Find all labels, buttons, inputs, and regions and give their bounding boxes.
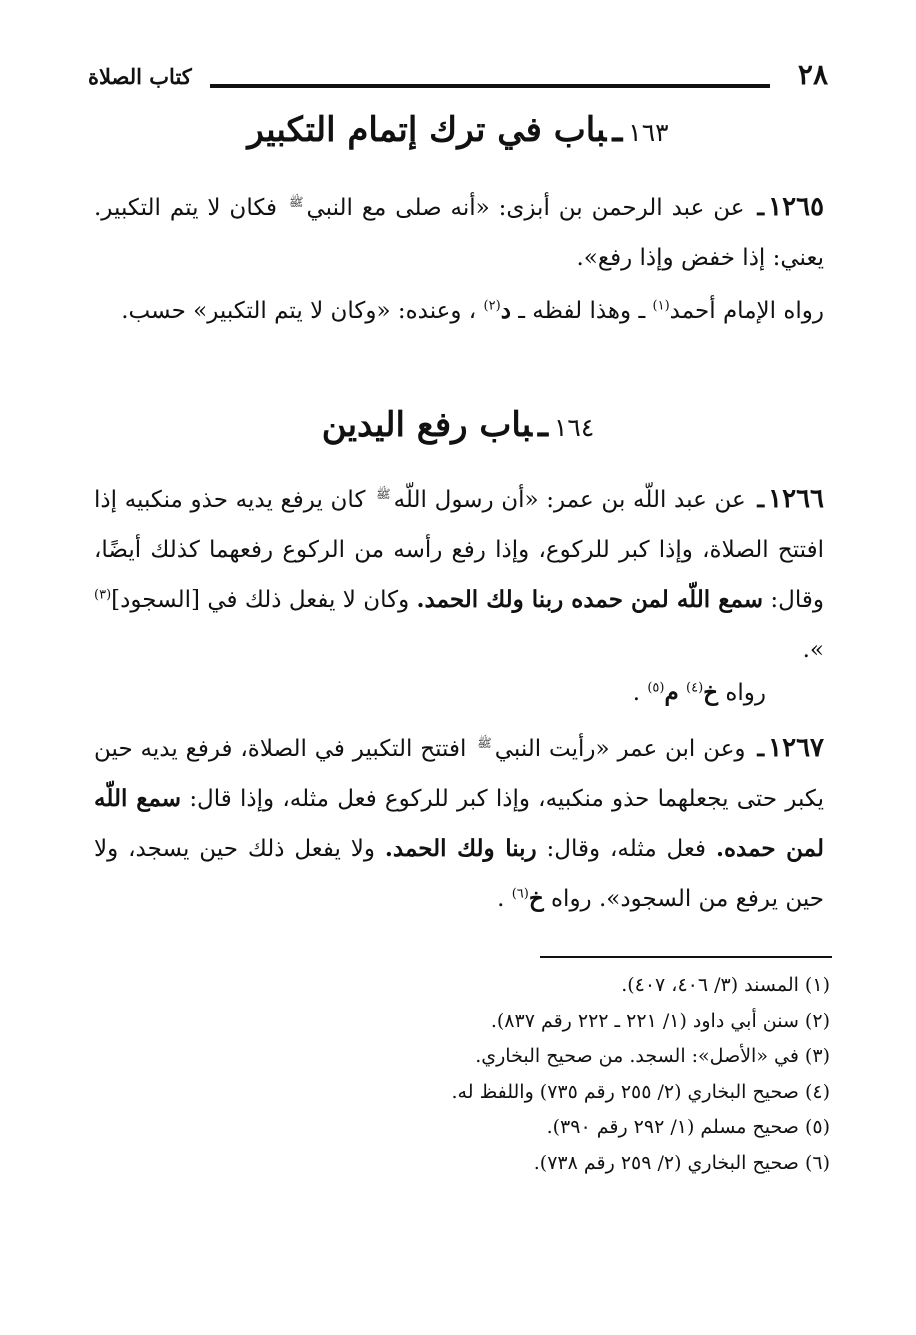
hadith-number: ١٢٦٦	[768, 484, 825, 514]
hadith-1267	[94, 723, 824, 924]
narration-1266	[94, 668, 766, 718]
footnote-6: (٦) صحيح البخاري (٢/ ٢٥٩ رقم ٧٣٨).	[533, 1151, 830, 1174]
source-abbrev: د	[500, 297, 511, 324]
footnote-ref: (٤)	[686, 680, 704, 696]
hadith-text: فكان لا يتم التكبير. يعني: إذا خفض وإذا رفع».	[94, 195, 824, 271]
hadith-bold-text: ربنا ولك الحمد.	[384, 835, 537, 862]
footnote-ref: (٦)	[511, 886, 529, 902]
honorific-symbol: ﷺ	[477, 736, 492, 751]
footnote-5: (٥) صحيح مسلم (١/ ٢٩٢ رقم ٣٩٠).	[546, 1116, 830, 1138]
chapter-title: باب في ترك إتمام التكبير	[247, 110, 607, 150]
chapter-dash: ـ	[612, 110, 623, 150]
narration-text: .	[632, 680, 641, 706]
source-abbrev: خ	[528, 885, 544, 912]
chapter-title: باب رفع اليدين	[321, 405, 533, 445]
hadith-text: عن عبد الرحمن بن أبزى: «أنه صلى مع النبي	[306, 195, 745, 221]
narration-text: رواه الإمام أحمد	[669, 298, 824, 324]
footnote-rule	[540, 956, 832, 958]
footnote-ref: (٢)	[483, 298, 501, 314]
footnote-1: (١) المسند (٣/ ٤٠٦، ٤٠٧).	[621, 974, 830, 996]
source-abbrev: خ	[703, 679, 719, 706]
hadith-text: وكان لا يفعل ذلك في [السجود]	[111, 587, 410, 613]
chapter-number: ١٦٣	[628, 118, 669, 147]
hadith-1266	[94, 474, 824, 675]
book-title: كتاب الصلاة	[88, 64, 192, 89]
running-header	[88, 58, 828, 98]
hadith-bold-text: سمع اللّه لمن حمده.	[94, 785, 824, 862]
narration-text: رواه	[725, 680, 766, 706]
hadith-text: فعل مثله، وقال:	[546, 836, 707, 862]
chapter-heading-164	[90, 405, 826, 445]
narration-text: ـ وهذا لفظه ـ	[518, 298, 646, 324]
hadith-text: وعن ابن عمر «رأيت النبي	[494, 736, 746, 762]
page-number: ٢٨	[797, 58, 828, 91]
hadith-bold-text: سمع اللّه لمن حمده ربنا ولك الحمد.	[416, 586, 764, 613]
footnotes	[96, 968, 830, 1181]
hadith-separator: ـ	[757, 735, 765, 762]
hadith-separator: ـ	[757, 486, 765, 513]
hadith-number: ١٢٦٧	[768, 733, 824, 763]
chapter-number: ١٦٤	[554, 413, 595, 442]
source-abbrev: م	[664, 679, 679, 706]
honorific-symbol: ﷺ	[376, 487, 391, 502]
hadith-1265	[94, 182, 824, 283]
hadith-text: ».	[802, 637, 824, 663]
chapter-dash: ـ	[538, 405, 548, 445]
hadith-text: كان يرفع يديه حذو منكبيه إذا افتتح الصلاة، وإذا كبر للركوع، وإذا رفع رأسه من الركوع رفعهما كذلك أيضًا، وقال:	[94, 487, 824, 613]
footnote-ref: (٣)	[94, 587, 112, 603]
footnote-ref: (٥)	[647, 680, 665, 696]
narration-1265	[94, 286, 824, 336]
hadith-separator: ـ	[757, 194, 765, 221]
honorific-symbol: ﷺ	[288, 195, 304, 210]
narration-text: ، وعنده: «وكان لا يتم التكبير» حسب.	[121, 298, 477, 324]
footnote-3: (٣) في «الأصل»: السجد. من صحيح البخاري.	[475, 1045, 830, 1067]
hadith-text: افتتح التكبير في الصلاة، فرفع يديه حين يكبر حتى يجعلهما حذو منكبيه، وإذا كبر للركوع فعل مثله، وإذا قال:	[94, 736, 824, 812]
footnote-ref: (١)	[652, 298, 670, 314]
hadith-text: عن عبد اللّه بن عمر: «أن رسول اللّه	[393, 487, 746, 513]
header-rule	[210, 84, 770, 88]
narration-text: .	[497, 886, 505, 912]
footnote-4: (٤) صحيح البخاري (٢/ ٢٥٥ رقم ٧٣٥) واللفظ له.	[451, 1080, 830, 1103]
chapter-heading-163	[90, 110, 826, 150]
footnote-2: (٢) سنن أبي داود (١/ ٢٢١ ـ ٢٢٢ رقم ٨٣٧).	[490, 1009, 830, 1032]
hadith-text: ولا يفعل ذلك حين يسجد، ولا حين يرفع من السجود». رواه	[94, 836, 824, 912]
hadith-number: ١٢٦٥	[768, 192, 825, 222]
